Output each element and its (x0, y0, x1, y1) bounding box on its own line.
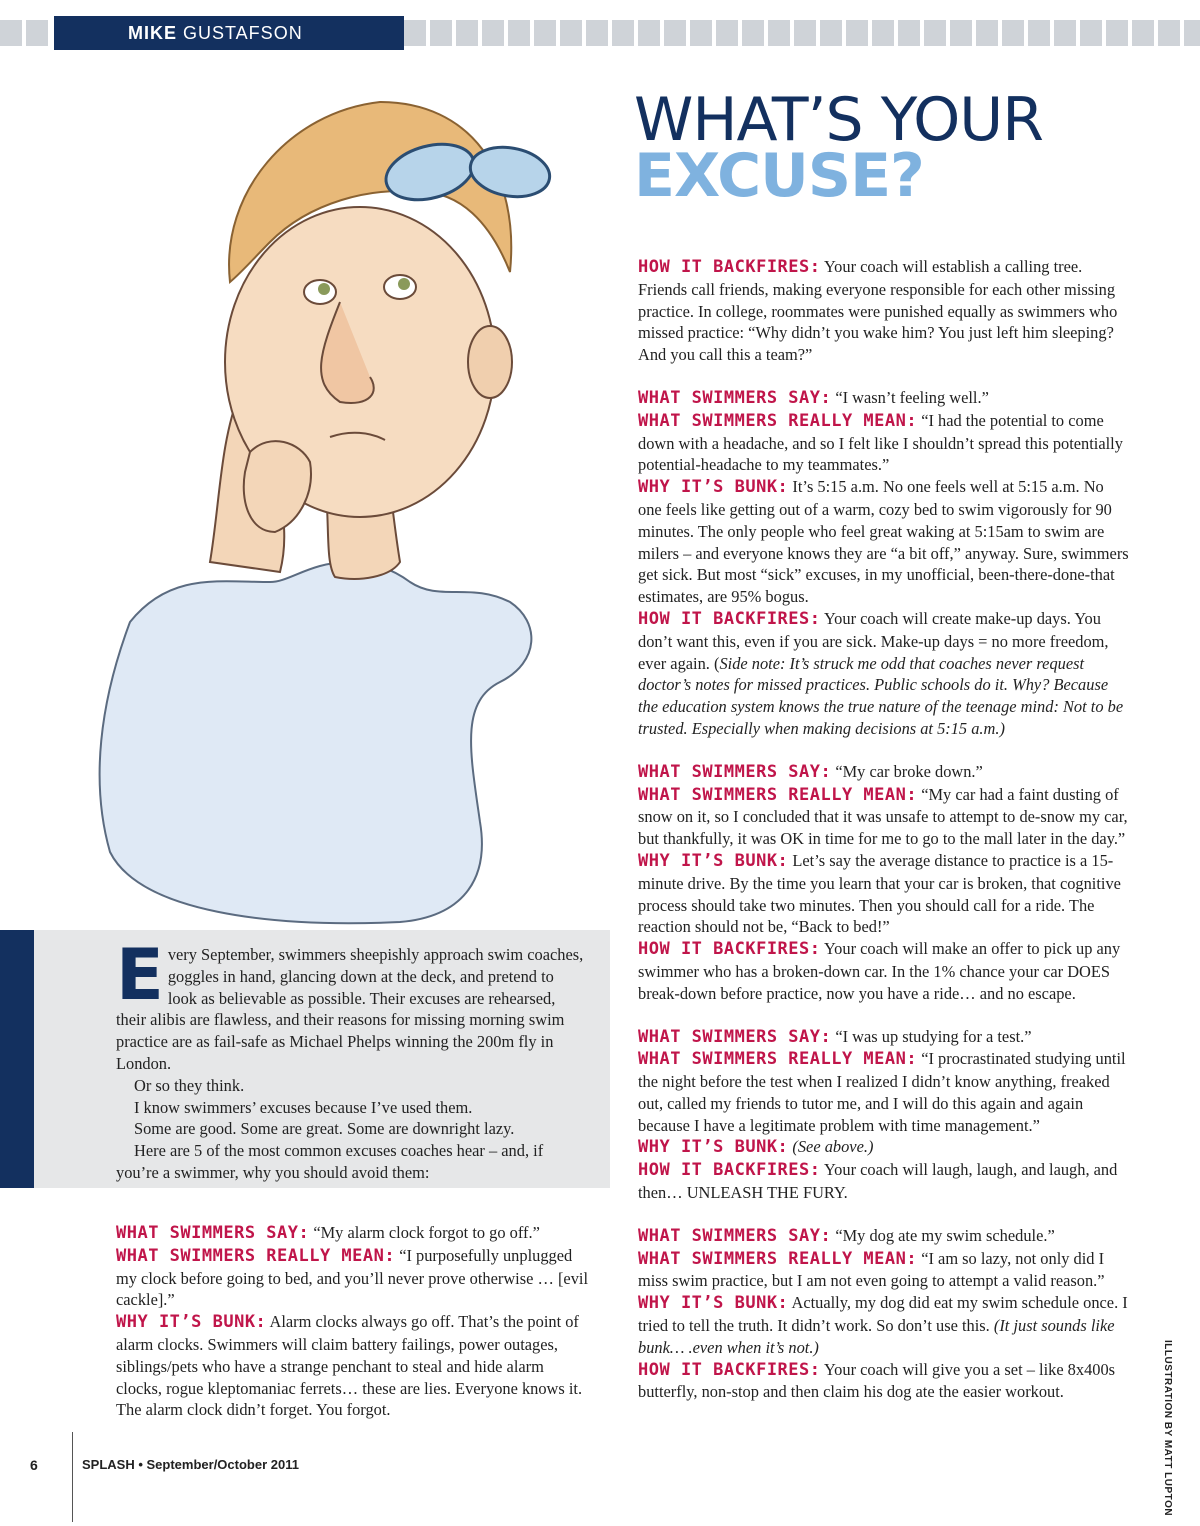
excuse-bunk: WHY IT’S BUNK: Actually, my dog did eat my swim schedule once. I tried to tell the truth. It didn’t work. So don’t use this. (It just sounds like bunk… .even when it’s not.) (638, 1293, 1128, 1357)
header-pattern-right (404, 20, 1200, 46)
excuse-backfires: HOW IT BACKFIRES: Your coach will make an offer to pick up any swimmer who has a broken-down car. In the 1% chance your car DOES break-down before practice, now you have a ride… and no escape. (638, 939, 1121, 1003)
intro-paragraph: Some are good. Some are great. Some are downright lazy. (134, 1119, 515, 1139)
excuse-say: WHAT SWIMMERS SAY: “My dog ate my swim schedule.” (638, 1225, 1055, 1246)
footer-divider (72, 1432, 73, 1522)
right-column (638, 256, 1130, 1403)
excuse-bunk: WHY IT’S BUNK: (See above.) (638, 1137, 874, 1158)
intro-accent-bar (0, 930, 34, 1188)
left-column (116, 1222, 590, 1421)
author-last-name: GUSTAFSON (183, 23, 303, 43)
author-banner (54, 16, 404, 50)
intro-paragraph: I know swimmers’ excuses because I’ve used them. (134, 1097, 473, 1117)
intro-box (0, 930, 610, 1188)
excuse-backfires: HOW IT BACKFIRES: Your coach will laugh, laugh, and laugh, and then… UNLEASH THE FURY. (638, 1160, 1118, 1203)
swimmer-illustration (70, 62, 610, 930)
excuse-mean: WHAT SWIMMERS REALLY MEAN: “I purposefully unplugged my clock before going to bed, and you’ll never prove otherwise … [evil cackle].” (116, 1245, 588, 1310)
excuse-say: WHAT SWIMMERS SAY: “My car broke down.” (638, 761, 983, 782)
headline-line-1: WHAT’S YOUR (634, 85, 1043, 155)
drop-cap: E (116, 934, 164, 1016)
header-pattern-left (0, 20, 52, 46)
excuse-backfires: HOW IT BACKFIRES: Your coach will give you a set – like 8x400s butterfly, non-stop and then claim his dog ate the easier workout. (638, 1359, 1116, 1402)
excuse-say: WHAT SWIMMERS SAY: “I was up studying for a test.” (638, 1026, 1032, 1047)
intro-paragraph: Or so they think. (134, 1075, 245, 1095)
headline-line-2: EXCUSE? (634, 141, 924, 211)
header-strip (0, 0, 1200, 56)
excuse-bunk: WHY IT’S BUNK: Let’s say the average distance to practice is a 15-minute drive. By the time you learn that your car is broken, that cognitive process should take two minutes. Then you should call for a ride. The reaction should not be, “Back to bed!” (638, 850, 1121, 937)
publication-line: SPLASH • September/October 2011 (82, 1457, 299, 1472)
excuse-backfires: HOW IT BACKFIRES: Your coach will establish a calling tree. Friends call friends, making everyone responsible for each other missing practice. In college, roommates were punished equally as swimmers who missed practice: “Why didn’t you wake him? You just left him sleeping? And you call this a team?” (638, 257, 1118, 365)
page-number: 6 (30, 1457, 38, 1473)
excuse-mean: WHAT SWIMMERS REALLY MEAN: “I am so lazy, not only did I miss swim practice, but I am not even going to attempt a valid reason.” (638, 1248, 1105, 1291)
author-first-name: MIKE (128, 23, 177, 43)
excuse-backfires: HOW IT BACKFIRES: Your coach will create make-up days. You don’t want this, even if you are sick. Make-up days = no more freedom, ever again. (Side note: It’s struck me odd that coaches never request doctor’s notes for missed practices. Public schools do it. Why? Because the education system knows the true nature of the teenage mind: Not to be trusted. Especially when making decisions at 5:15 a.m.) (638, 608, 1124, 738)
excuse-bunk: WHY IT’S BUNK: Alarm clocks always go off. That’s the point of alarm clocks. Swimmers will claim battery failings, power outages, siblings/pets who have a strange penchant to steal and hide alarm clocks, rogue kleptomaniac ferrets… these are lies. Everyone knows it. The alarm clock didn’t forget. You forgot. (116, 1312, 583, 1420)
intro-paragraph: Every September, swimmers sheepishly approach swim coaches, goggles in hand, glancing down at the deck, and pretend to look as believable as possible. Their excuses are rehearsed, their alibis are flawless, and their reasons for missing morning swim practice are as fail-safe as Michael Phelps winning the 200m fly in London. (116, 934, 584, 1073)
excuse-mean: WHAT SWIMMERS REALLY MEAN: “My car had a faint dusting of snow on it, so I concluded that it was unsafe to attempt to de-snow my car, but thankfully, it was OK in time for me to go to the mall later in the day.” (638, 784, 1128, 849)
intro-paragraph: Here are 5 of the most common excuses coaches hear – and, if you’re a swimmer, why you should avoid them: (116, 1141, 544, 1182)
excuse-mean: WHAT SWIMMERS REALLY MEAN: “I had the potential to come down with a headache, and so I felt like I shouldn’t spread this potentially potential-headache to my teammates.” (638, 410, 1123, 475)
excuse-mean: WHAT SWIMMERS REALLY MEAN: “I procrastinated studying until the night before the test when I realized I didn’t know anything, freaked out, called my friends to tutor me, and I will do this again and again because I have a legitimate problem with time management.” (638, 1049, 1126, 1135)
illustration-credit: ILLUSTRATION BY MATT LUPTON (1162, 1340, 1173, 1517)
excuse-bunk: WHY IT’S BUNK: It’s 5:15 a.m. No one feels well at 5:15 a.m. No one feels like getting out of a warm, cozy bed to swim vigorously for 90 minutes. The only people who feel great waking at 5:15am to swim are milers – and everyone knows they are “a bit off,” anyway. Sure, swimmers get sick. But most “sick” excuses, in my unofficial, been-there-done-that estimates, are 95% bogus. (638, 477, 1129, 607)
excuse-say: WHAT SWIMMERS SAY: “I wasn’t feeling well.” (638, 387, 989, 408)
excuse-say: WHAT SWIMMERS SAY: “My alarm clock forgot to go off.” (116, 1223, 540, 1243)
intro-text (116, 934, 586, 1184)
